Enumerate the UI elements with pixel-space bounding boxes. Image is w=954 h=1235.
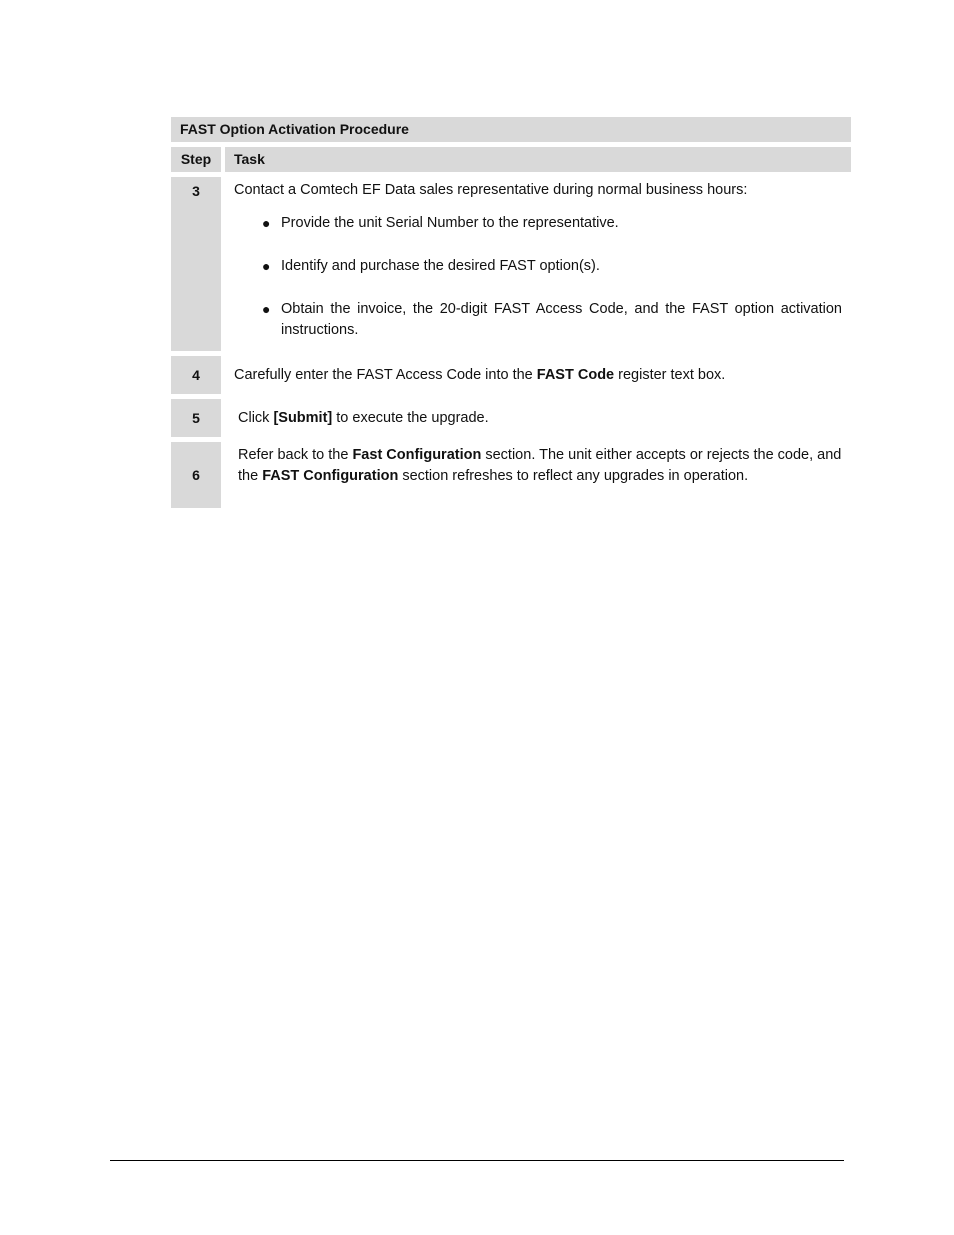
step-column-header: Step — [171, 147, 221, 172]
task-text: Click — [238, 410, 274, 426]
bullet-text: Provide the unit Serial Number to the representative. — [281, 215, 619, 231]
step-number: 3 — [171, 177, 221, 351]
task-text: to execute the upgrade. — [332, 410, 489, 426]
task-emphasis: FAST Configuration — [262, 468, 399, 484]
list-item — [234, 256, 842, 277]
task-text: Refer back to the — [238, 447, 353, 463]
step-number: 5 — [171, 399, 221, 437]
bullet-list — [234, 213, 842, 341]
task-emphasis: FAST Code — [536, 367, 615, 383]
task-description — [225, 356, 851, 394]
task-text: register text box. — [614, 367, 726, 383]
table-header-row — [171, 147, 851, 172]
task-description — [225, 442, 851, 508]
step-number: 4 — [171, 356, 221, 394]
task-emphasis: [Submit] — [273, 410, 333, 426]
task-emphasis: Fast Configuration — [352, 447, 482, 463]
task-column-header: Task — [225, 147, 851, 172]
table-row — [171, 356, 851, 394]
list-item — [234, 299, 842, 341]
footer-divider — [110, 1160, 844, 1161]
bullet-icon: ● — [262, 301, 271, 317]
bullet-icon: ● — [262, 215, 271, 231]
list-item — [234, 213, 842, 234]
table-row — [171, 177, 851, 351]
task-description — [225, 399, 851, 437]
bullet-text: Obtain the invoice, the 20-digit FAST Access Code, and the FAST option activation instructions. — [281, 301, 842, 338]
task-text: section refreshes to reflect any upgrades in operation. — [398, 468, 749, 484]
step-number: 6 — [171, 442, 221, 508]
table-row — [171, 399, 851, 437]
table-row — [171, 442, 851, 508]
task-text: Carefully enter the FAST Access Code into the — [234, 367, 537, 383]
task-description — [225, 177, 851, 351]
procedure-table — [171, 117, 851, 508]
bullet-text: Identify and purchase the desired FAST option(s). — [281, 258, 600, 274]
task-intro: Contact a Comtech EF Data sales representative during normal business hours: — [234, 182, 748, 198]
table-title: FAST Option Activation Procedure — [171, 117, 851, 142]
bullet-icon: ● — [262, 258, 271, 274]
task-text: section. The unit either accepts or rejects the code, and the — [238, 447, 842, 484]
